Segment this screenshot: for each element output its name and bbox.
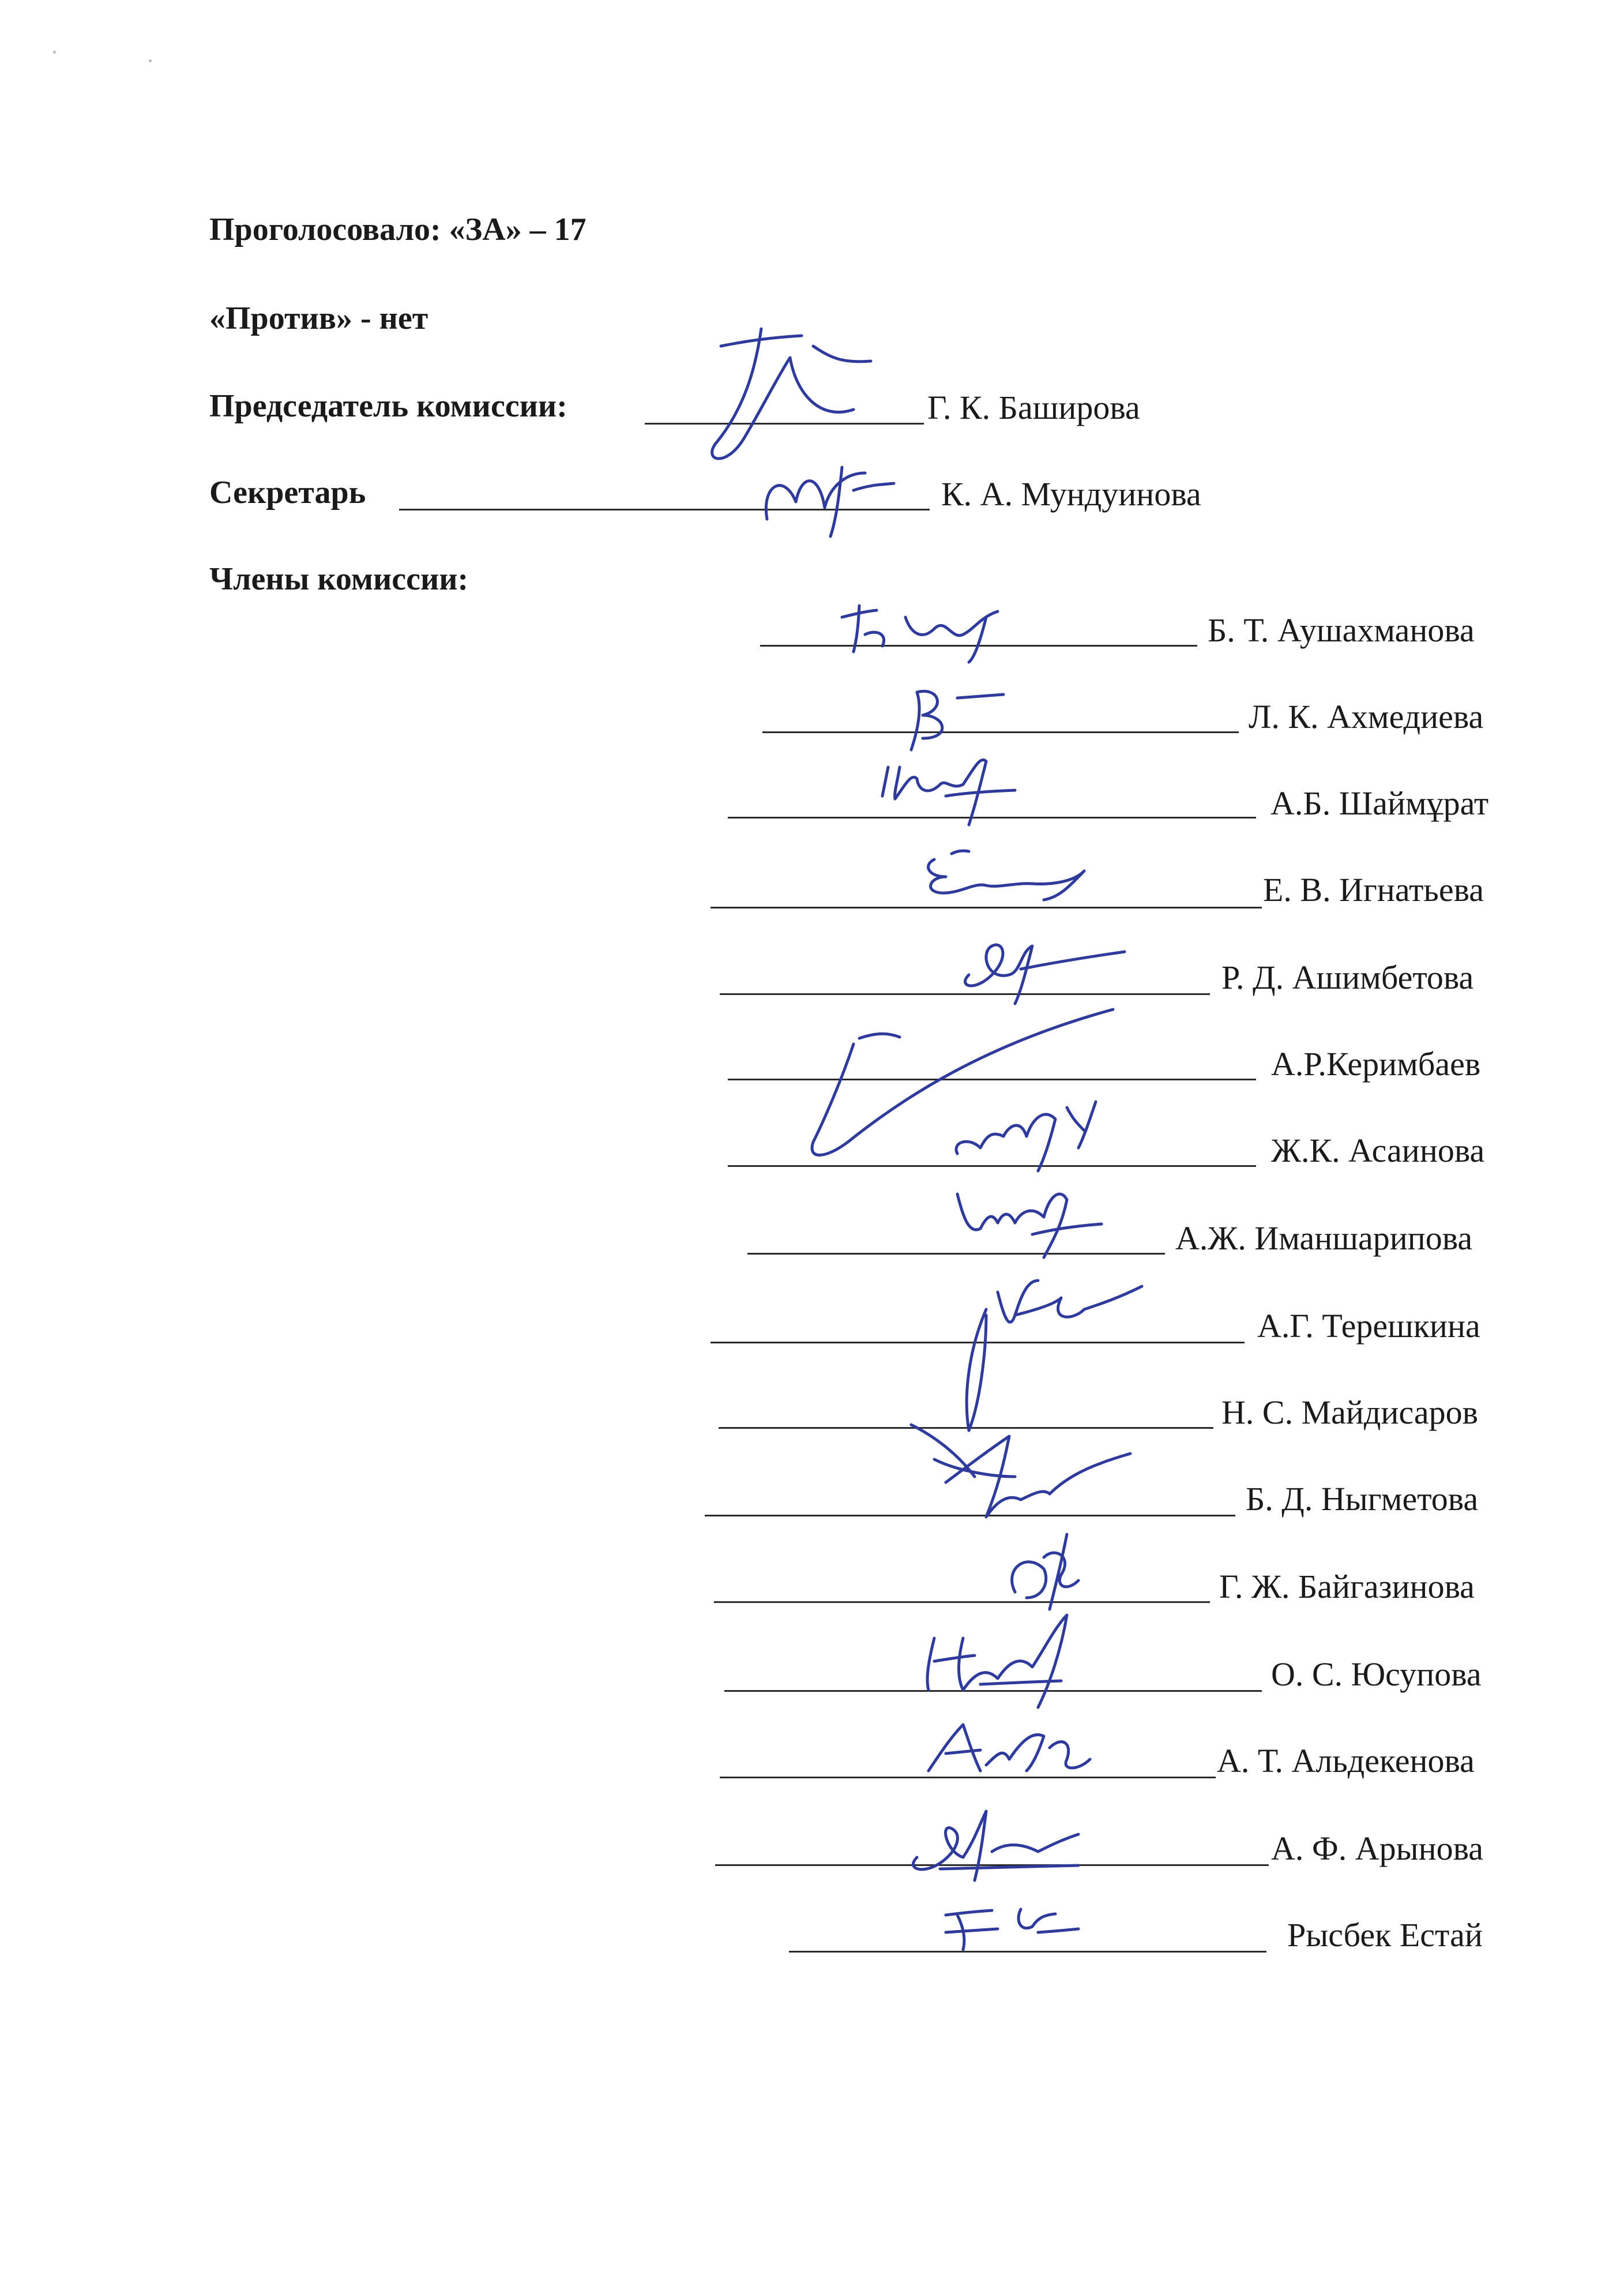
member-name: А. Т. Альдекенова (1217, 1742, 1475, 1779)
scan-speck (149, 59, 152, 62)
member-name: А. Ф. Арынова (1271, 1830, 1483, 1867)
member-name: А.Б. Шаймұрат (1270, 784, 1489, 822)
signature-member (900, 842, 1142, 911)
signature-member (992, 1523, 1107, 1615)
votes-for-line: Проголосовало: «ЗА» – 17 (209, 212, 587, 247)
chair-name: Г. К. Баширова (927, 389, 1140, 426)
member-name: Ж.К. Асаинова (1271, 1132, 1485, 1169)
member-name: А.Г. Терешкина (1257, 1307, 1480, 1345)
member-name: Р. Д. Ашимбетова (1221, 959, 1474, 996)
member-name: А.Р.Керимбаев (1271, 1045, 1481, 1083)
secretary-name: К. А. Мундуинова (941, 475, 1201, 513)
member-name: Рысбек Естай (1287, 1916, 1483, 1954)
signature-member (894, 1800, 1102, 1892)
member-name: Е. В. Игнатьева (1263, 871, 1484, 908)
member-name: Г. Ж. Байгазинова (1219, 1568, 1475, 1605)
signature-member (900, 1402, 1142, 1540)
member-name: Б. Т. Аушахманова (1208, 611, 1475, 649)
member-name: Б. Д. Ныгметова (1246, 1480, 1479, 1518)
member-name: Л. К. Ахмедиева (1249, 698, 1484, 735)
signature-member (946, 1084, 1130, 1177)
secretary-label: Секретарь (209, 475, 366, 510)
scan-speck (53, 51, 56, 54)
members-label: Члены комиссии: (209, 561, 469, 597)
chair-label: Председатель комиссии: (209, 388, 567, 424)
signature-member (894, 675, 1021, 756)
votes-against-line: «Против» - нет (209, 301, 428, 336)
signature-member (911, 1707, 1107, 1794)
signature-member (871, 744, 1044, 831)
signature-member (923, 1892, 1096, 1955)
signature-secretary (744, 450, 917, 542)
signature-member (911, 1604, 1107, 1719)
member-name: А.Ж. Иманшарипова (1175, 1219, 1473, 1257)
signature-member (946, 1171, 1130, 1263)
signature-line (714, 1601, 1210, 1603)
member-name: Н. С. Майдисаров (1221, 1394, 1479, 1431)
member-name: О. С. Юсупова (1271, 1655, 1482, 1693)
signature-member (830, 594, 1027, 663)
